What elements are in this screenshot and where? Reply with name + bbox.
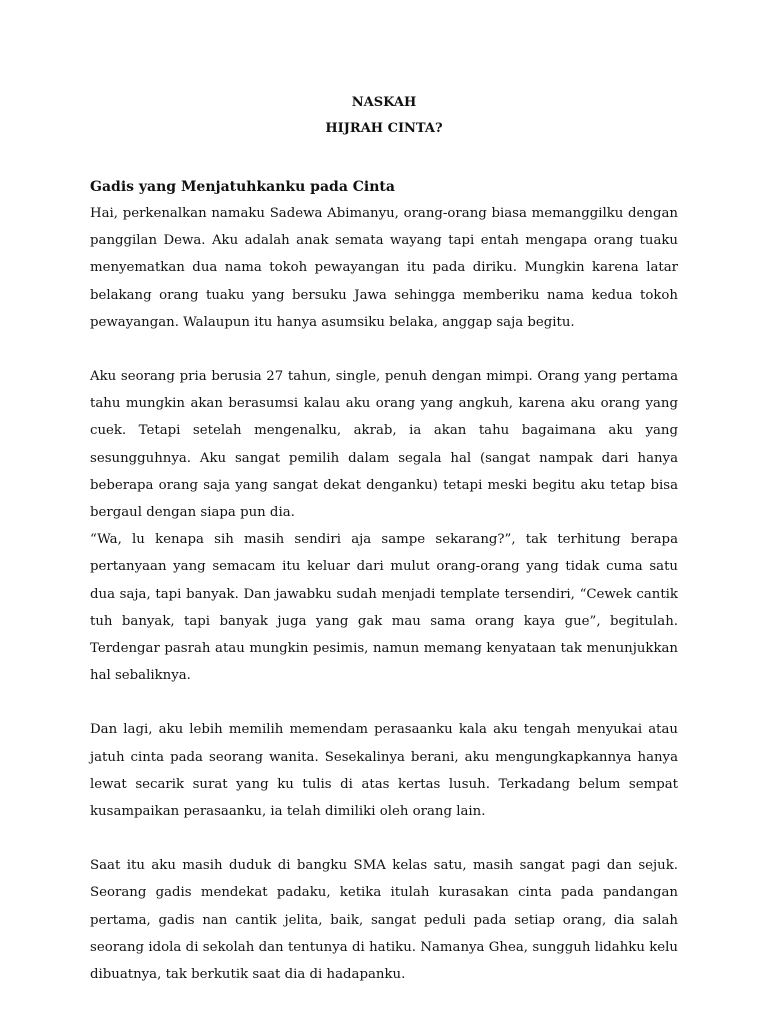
paragraph-3: “Wa, lu kenapa sih masih sendiri aja sampe sekarang?”, tak terhitung berapa pertanyaan yang semacam itu keluar dari mulut orang-orang yang tidak cuma satu dua saja, tapi banyak. Dan jawabku sudah menjadi template tersendiri, “Cewek cantik tuh banyak, tapi banyak juga yang gak mau sama orang kaya gue”, begitulah. Terdengar pasrah atau mungkin pesimis, namun memang kenyataan tak menunjukkan hal sebaliknya. <box>90 532 678 684</box>
section-heading: Gadis yang Menjatuhkanku pada Cinta <box>90 179 395 195</box>
document-title-line2: HIJRAH CINTA? <box>325 121 443 136</box>
paragraph-5: Saat itu aku masih duduk di bangku SMA kelas satu, masih sangat pagi dan sejuk. Seorang gadis mendekat padaku, ketika itulah kurasakan cinta pada pandangan pertama, gadis nan cantik jelita, baik, sangat peduli pada setiap orang, dia salah seorang idola di sekolah dan tentunya di hatiku. Namanya Ghea, sungguh lidahku kelu dibuatnya, tak berkutik saat dia di hadapanku. <box>90 858 678 983</box>
paragraph-1: Hai, perkenalkan namaku Sadewa Abimanyu, orang-orang biasa memanggilku dengan panggilan Dewa. Aku adalah anak semata wayang tapi entah mengapa orang tuaku menyematkan dua nama tokoh pewayangan itu pada diriku. Mungkin karena latar belakang orang tuaku yang bersuku Jawa sehingga memberiku nama kedua tokoh pewayangan. Walaupun itu hanya asumsiku belaka, anggap saja begitu. <box>90 206 678 330</box>
document-page <box>90 90 678 988</box>
document-title-line1: NASKAH <box>351 95 417 110</box>
paragraph-2: Aku seorang pria berusia 27 tahun, single, penuh dengan mimpi. Orang yang pertama tahu mungkin akan berasumsi kalau aku orang yang angkuh, karena aku orang yang cuek. Tetapi setelah mengenalku, akrab, ia akan tahu bagaimana aku yang sesungguhnya. Aku sangat pemilih dalam segala hal (sangat nampak dari hanya beberapa orang saja yang sangat dekat denganku) tetapi meski begitu aku tetap bisa bergaul dengan siapa pun dia. <box>90 369 678 521</box>
paragraph-4: Dan lagi, aku lebih memilih memendam perasaanku kala aku tengah menyukai atau jatuh cinta pada seorang wanita. Sesekalinya berani, aku mengungkapkannya hanya lewat secarik surat yang ku tulis di atas kertas lusuh. Terkadang belum sempat kusampaikan perasaanku, ia telah dimiliki oleh orang lain. <box>90 722 678 820</box>
paragraph-spacer <box>90 689 678 716</box>
paragraph-spacer <box>90 825 678 852</box>
paragraph-spacer <box>90 336 678 363</box>
